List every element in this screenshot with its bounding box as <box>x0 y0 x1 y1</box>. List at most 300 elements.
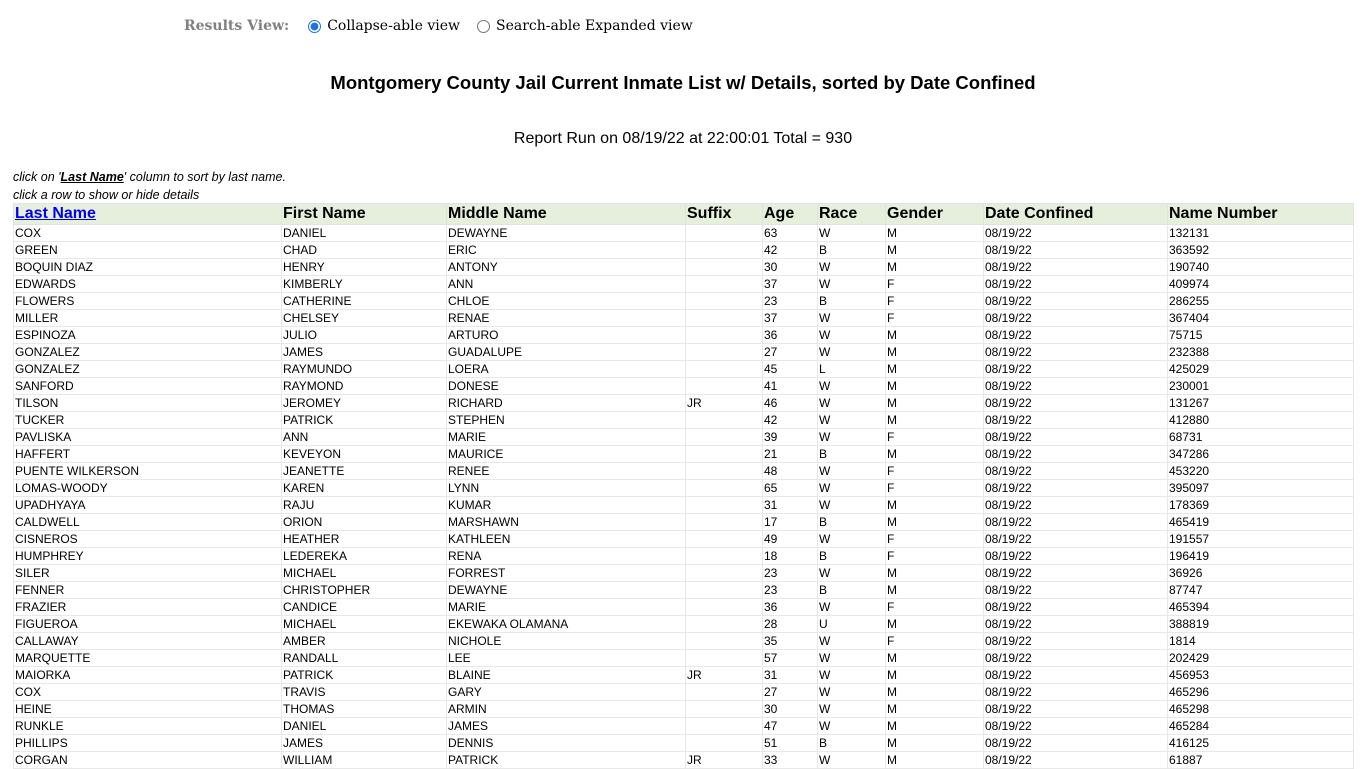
date-confined-cell: 08/19/22 <box>984 752 1168 769</box>
table-row[interactable] <box>14 446 1354 463</box>
race-cell: W <box>818 497 886 514</box>
middle-name-cell: KUMAR <box>447 497 686 514</box>
gender-cell: M <box>886 718 984 735</box>
age-cell: 63 <box>763 225 818 242</box>
gender-cell: M <box>886 684 984 701</box>
name-number-cell: 416125 <box>1168 735 1354 752</box>
age-cell: 45 <box>763 361 818 378</box>
last-name-cell: LOMAS-WOODY <box>14 480 282 497</box>
first-name-cell: KAREN <box>282 480 447 497</box>
gender-cell: M <box>886 242 984 259</box>
last-name-cell: FIGUEROA <box>14 616 282 633</box>
suffix-cell <box>686 718 763 735</box>
instructions <box>13 168 286 204</box>
table-row[interactable] <box>14 412 1354 429</box>
suffix-cell <box>686 514 763 531</box>
name-number-cell: 191557 <box>1168 531 1354 548</box>
last-name-cell: GREEN <box>14 242 282 259</box>
first-name-cell: RAJU <box>282 497 447 514</box>
date-confined-cell: 08/19/22 <box>984 497 1168 514</box>
first-name-cell: AMBER <box>282 633 447 650</box>
suffix-cell <box>686 225 763 242</box>
middle-name-cell: RENEE <box>447 463 686 480</box>
race-cell: B <box>818 242 886 259</box>
table-row[interactable] <box>14 480 1354 497</box>
age-cell: 23 <box>763 565 818 582</box>
gender-cell: M <box>886 565 984 582</box>
name-number-cell: 367404 <box>1168 310 1354 327</box>
middle-name-cell: ANTONY <box>447 259 686 276</box>
last-name-cell: MILLER <box>14 310 282 327</box>
date-confined-cell: 08/19/22 <box>984 276 1168 293</box>
date-confined-cell: 08/19/22 <box>984 565 1168 582</box>
gender-cell: F <box>886 599 984 616</box>
race-cell: W <box>818 667 886 684</box>
table-row[interactable] <box>14 752 1354 769</box>
race-cell: W <box>818 259 886 276</box>
last-name-cell: EDWARDS <box>14 276 282 293</box>
first-name-cell: MICHAEL <box>282 565 447 582</box>
suffix-cell <box>686 616 763 633</box>
name-number-cell: 75715 <box>1168 327 1354 344</box>
last-name-cell: PHILLIPS <box>14 735 282 752</box>
race-cell: W <box>818 701 886 718</box>
last-name-cell: COX <box>14 225 282 242</box>
date-confined-cell: 08/19/22 <box>984 259 1168 276</box>
gender-cell: F <box>886 310 984 327</box>
gender-cell: M <box>886 514 984 531</box>
first-name-cell: JEROMEY <box>282 395 447 412</box>
gender-cell: F <box>886 463 984 480</box>
table-row[interactable] <box>14 463 1354 480</box>
sort-instruction-column-name: Last Name <box>60 170 124 184</box>
name-number-cell: 232388 <box>1168 344 1354 361</box>
last-name-cell: CISNEROS <box>14 531 282 548</box>
table-row[interactable] <box>14 497 1354 514</box>
gender-cell: M <box>886 225 984 242</box>
race-cell: B <box>818 735 886 752</box>
last-name-cell: CORGAN <box>14 752 282 769</box>
race-cell: W <box>818 225 886 242</box>
first-name-cell: CATHERINE <box>282 293 447 310</box>
gender-cell: M <box>886 752 984 769</box>
race-cell: W <box>818 718 886 735</box>
sort-instruction-prefix: click on ' <box>13 170 61 184</box>
expanded-view-label: Search-able Expanded view <box>496 18 693 34</box>
first-name-cell: LEDEREKA <box>282 548 447 565</box>
last-name-cell: SILER <box>14 565 282 582</box>
race-cell: W <box>818 752 886 769</box>
name-number-cell: 132131 <box>1168 225 1354 242</box>
last-name-cell: CALLAWAY <box>14 633 282 650</box>
last-name-cell: HAFFERT <box>14 446 282 463</box>
age-cell: 36 <box>763 599 818 616</box>
inmate-table-body <box>14 225 1354 769</box>
race-cell: W <box>818 599 886 616</box>
gender-cell: M <box>886 259 984 276</box>
date-confined-cell: 08/19/22 <box>984 242 1168 259</box>
results-view-selector <box>184 16 707 36</box>
inmate-table <box>13 203 1354 769</box>
date-confined-cell: 08/19/22 <box>984 531 1168 548</box>
table-row[interactable] <box>14 242 1354 259</box>
first-name-cell: CHAD <box>282 242 447 259</box>
suffix-cell <box>686 429 763 446</box>
first-name-cell: CHRISTOPHER <box>282 582 447 599</box>
table-row[interactable] <box>14 667 1354 684</box>
table-row[interactable] <box>14 650 1354 667</box>
gender-cell: F <box>886 276 984 293</box>
last-name-cell: MAIORKA <box>14 667 282 684</box>
race-cell: B <box>818 293 886 310</box>
age-cell: 57 <box>763 650 818 667</box>
gender-cell: M <box>886 650 984 667</box>
race-cell: W <box>818 650 886 667</box>
age-cell: 46 <box>763 395 818 412</box>
race-cell: W <box>818 344 886 361</box>
suffix-cell <box>686 293 763 310</box>
suffix-cell <box>686 361 763 378</box>
collapsible-view-radio[interactable] <box>308 20 321 33</box>
middle-name-cell: LOERA <box>447 361 686 378</box>
last-name-cell: HEINE <box>14 701 282 718</box>
age-cell: 27 <box>763 344 818 361</box>
suffix-cell <box>686 276 763 293</box>
last-name-cell: PAVLISKA <box>14 429 282 446</box>
name-number-cell: 68731 <box>1168 429 1354 446</box>
age-cell: 42 <box>763 242 818 259</box>
name-number-cell: 1814 <box>1168 633 1354 650</box>
table-row[interactable] <box>14 344 1354 361</box>
race-cell: B <box>818 548 886 565</box>
date-confined-cell: 08/19/22 <box>984 429 1168 446</box>
middle-name-cell: LYNN <box>447 480 686 497</box>
middle-name-cell: NICHOLE <box>447 633 686 650</box>
middle-name-cell: BLAINE <box>447 667 686 684</box>
column-header-suffix: Suffix <box>686 204 763 225</box>
suffix-cell <box>686 701 763 718</box>
page-title: Montgomery County Jail Current Inmate List w/ Details, sorted by Date Confined <box>330 72 1036 93</box>
age-cell: 47 <box>763 718 818 735</box>
age-cell: 49 <box>763 531 818 548</box>
middle-name-cell: FORREST <box>447 565 686 582</box>
first-name-cell: ORION <box>282 514 447 531</box>
column-header-middle-name: Middle Name <box>447 204 686 225</box>
age-cell: 31 <box>763 497 818 514</box>
middle-name-cell: RENA <box>447 548 686 565</box>
age-cell: 51 <box>763 735 818 752</box>
gender-cell: M <box>886 701 984 718</box>
race-cell: W <box>818 463 886 480</box>
middle-name-cell: RICHARD <box>447 395 686 412</box>
first-name-cell: KIMBERLY <box>282 276 447 293</box>
name-number-cell: 425029 <box>1168 361 1354 378</box>
first-name-cell: RANDALL <box>282 650 447 667</box>
age-cell: 21 <box>763 446 818 463</box>
table-row[interactable] <box>14 531 1354 548</box>
age-cell: 37 <box>763 276 818 293</box>
table-header-row <box>14 204 1354 225</box>
name-number-cell: 36926 <box>1168 565 1354 582</box>
table-row[interactable] <box>14 565 1354 582</box>
first-name-cell: WILLIAM <box>282 752 447 769</box>
suffix-cell <box>686 497 763 514</box>
race-cell: W <box>818 412 886 429</box>
middle-name-cell: JAMES <box>447 718 686 735</box>
name-number-cell: 465419 <box>1168 514 1354 531</box>
results-view-label: Results View: <box>184 18 290 34</box>
first-name-cell: THOMAS <box>282 701 447 718</box>
name-number-cell: 178369 <box>1168 497 1354 514</box>
suffix-cell <box>686 684 763 701</box>
race-cell: W <box>818 531 886 548</box>
name-number-cell: 61887 <box>1168 752 1354 769</box>
last-name-cell: BOQUIN DIAZ <box>14 259 282 276</box>
last-name-cell: ESPINOZA <box>14 327 282 344</box>
name-number-cell: 131267 <box>1168 395 1354 412</box>
name-number-cell: 412880 <box>1168 412 1354 429</box>
middle-name-cell: LEE <box>447 650 686 667</box>
name-number-cell: 456953 <box>1168 667 1354 684</box>
race-cell: B <box>818 582 886 599</box>
race-cell: W <box>818 684 886 701</box>
first-name-cell: HEATHER <box>282 531 447 548</box>
first-name-cell: RAYMOND <box>282 378 447 395</box>
race-cell: W <box>818 395 886 412</box>
gender-cell: M <box>886 582 984 599</box>
table-row[interactable] <box>14 429 1354 446</box>
name-number-cell: 409974 <box>1168 276 1354 293</box>
race-cell: W <box>818 276 886 293</box>
race-cell: W <box>818 327 886 344</box>
race-cell: W <box>818 633 886 650</box>
table-row[interactable] <box>14 701 1354 718</box>
age-cell: 31 <box>763 667 818 684</box>
gender-cell: M <box>886 497 984 514</box>
suffix-cell <box>686 327 763 344</box>
table-row[interactable] <box>14 327 1354 344</box>
column-header-age: Age <box>763 204 818 225</box>
suffix-cell <box>686 650 763 667</box>
date-confined-cell: 08/19/22 <box>984 344 1168 361</box>
middle-name-cell: CHLOE <box>447 293 686 310</box>
gender-cell: F <box>886 531 984 548</box>
race-cell: W <box>818 480 886 497</box>
age-cell: 23 <box>763 293 818 310</box>
date-confined-cell: 08/19/22 <box>984 633 1168 650</box>
sort-instruction <box>13 168 286 186</box>
date-confined-cell: 08/19/22 <box>984 327 1168 344</box>
middle-name-cell: MARSHAWN <box>447 514 686 531</box>
suffix-cell <box>686 378 763 395</box>
name-number-cell: 363592 <box>1168 242 1354 259</box>
age-cell: 17 <box>763 514 818 531</box>
age-cell: 41 <box>763 378 818 395</box>
column-header-name-number: Name Number <box>1168 204 1354 225</box>
age-cell: 65 <box>763 480 818 497</box>
date-confined-cell: 08/19/22 <box>984 548 1168 565</box>
table-row[interactable] <box>14 582 1354 599</box>
gender-cell: F <box>886 548 984 565</box>
age-cell: 30 <box>763 259 818 276</box>
date-confined-cell: 08/19/22 <box>984 361 1168 378</box>
table-row[interactable] <box>14 361 1354 378</box>
first-name-cell: DANIEL <box>282 225 447 242</box>
name-number-cell: 465298 <box>1168 701 1354 718</box>
name-number-cell: 453220 <box>1168 463 1354 480</box>
race-cell: L <box>818 361 886 378</box>
suffix-cell <box>686 463 763 480</box>
middle-name-cell: EKEWAKA OLAMANA <box>447 616 686 633</box>
race-cell: W <box>818 378 886 395</box>
last-name-cell: HUMPHREY <box>14 548 282 565</box>
middle-name-cell: GUADALUPE <box>447 344 686 361</box>
name-number-cell: 230001 <box>1168 378 1354 395</box>
suffix-cell <box>686 565 763 582</box>
name-number-cell: 190740 <box>1168 259 1354 276</box>
table-row[interactable] <box>14 735 1354 752</box>
table-row[interactable] <box>14 718 1354 735</box>
middle-name-cell: PATRICK <box>447 752 686 769</box>
age-cell: 28 <box>763 616 818 633</box>
last-name-cell: COX <box>14 684 282 701</box>
gender-cell: F <box>886 293 984 310</box>
last-name-cell: SANFORD <box>14 378 282 395</box>
first-name-cell: MICHAEL <box>282 616 447 633</box>
suffix-cell <box>686 344 763 361</box>
table-row[interactable] <box>14 684 1354 701</box>
first-name-cell: KEVEYON <box>282 446 447 463</box>
sort-by-last-name-link[interactable]: Last Name <box>15 205 96 222</box>
age-cell: 48 <box>763 463 818 480</box>
date-confined-cell: 08/19/22 <box>984 701 1168 718</box>
middle-name-cell: DENNIS <box>447 735 686 752</box>
gender-cell: M <box>886 616 984 633</box>
middle-name-cell: DONESE <box>447 378 686 395</box>
gender-cell: M <box>886 361 984 378</box>
date-confined-cell: 08/19/22 <box>984 310 1168 327</box>
middle-name-cell: ANN <box>447 276 686 293</box>
first-name-cell: RAYMUNDO <box>282 361 447 378</box>
last-name-cell: MARQUETTE <box>14 650 282 667</box>
date-confined-cell: 08/19/22 <box>984 378 1168 395</box>
date-confined-cell: 08/19/22 <box>984 514 1168 531</box>
gender-cell: M <box>886 327 984 344</box>
date-confined-cell: 08/19/22 <box>984 293 1168 310</box>
date-confined-cell: 08/19/22 <box>984 395 1168 412</box>
date-confined-cell: 08/19/22 <box>984 446 1168 463</box>
name-number-cell: 347286 <box>1168 446 1354 463</box>
first-name-cell: CHELSEY <box>282 310 447 327</box>
last-name-cell: RUNKLE <box>14 718 282 735</box>
table-row[interactable] <box>14 548 1354 565</box>
table-row[interactable] <box>14 276 1354 293</box>
table-row[interactable] <box>14 225 1354 242</box>
last-name-cell: GONZALEZ <box>14 344 282 361</box>
expanded-view-radio[interactable] <box>477 20 490 33</box>
last-name-cell: GONZALEZ <box>14 361 282 378</box>
date-confined-cell: 08/19/22 <box>984 667 1168 684</box>
suffix-cell <box>686 310 763 327</box>
date-confined-cell: 08/19/22 <box>984 684 1168 701</box>
suffix-cell <box>686 531 763 548</box>
column-header-first-name: First Name <box>282 204 447 225</box>
last-name-cell: FRAZIER <box>14 599 282 616</box>
table-row[interactable] <box>14 259 1354 276</box>
column-header-race: Race <box>818 204 886 225</box>
age-cell: 33 <box>763 752 818 769</box>
column-header-last-name[interactable] <box>14 204 282 225</box>
last-name-cell: TILSON <box>14 395 282 412</box>
name-number-cell: 202429 <box>1168 650 1354 667</box>
gender-cell: M <box>886 395 984 412</box>
suffix-cell: JR <box>686 667 763 684</box>
table-row[interactable] <box>14 616 1354 633</box>
sort-instruction-suffix: ' column to sort by last name. <box>123 170 286 184</box>
date-confined-cell: 08/19/22 <box>984 480 1168 497</box>
table-row[interactable] <box>14 395 1354 412</box>
date-confined-cell: 08/19/22 <box>984 616 1168 633</box>
middle-name-cell: MAURICE <box>447 446 686 463</box>
race-cell: B <box>818 446 886 463</box>
last-name-cell: CALDWELL <box>14 514 282 531</box>
gender-cell: F <box>886 633 984 650</box>
collapsible-view-label: Collapse-able view <box>327 18 460 34</box>
table-row[interactable] <box>14 599 1354 616</box>
last-name-cell: UPADHYAYA <box>14 497 282 514</box>
table-row[interactable] <box>14 310 1354 327</box>
race-cell: W <box>818 429 886 446</box>
date-confined-cell: 08/19/22 <box>984 463 1168 480</box>
table-row[interactable] <box>14 293 1354 310</box>
race-cell: W <box>818 310 886 327</box>
age-cell: 30 <box>763 701 818 718</box>
name-number-cell: 87747 <box>1168 582 1354 599</box>
first-name-cell: DANIEL <box>282 718 447 735</box>
table-row[interactable] <box>14 514 1354 531</box>
middle-name-cell: GARY <box>447 684 686 701</box>
middle-name-cell: DEWAYNE <box>447 225 686 242</box>
first-name-cell: JAMES <box>282 735 447 752</box>
collapsible-view-option[interactable] <box>305 18 460 34</box>
expanded-view-option[interactable] <box>474 18 693 34</box>
first-name-cell: JEANETTE <box>282 463 447 480</box>
date-confined-cell: 08/19/22 <box>984 412 1168 429</box>
age-cell: 27 <box>763 684 818 701</box>
gender-cell: M <box>886 378 984 395</box>
gender-cell: M <box>886 735 984 752</box>
middle-name-cell: ARTURO <box>447 327 686 344</box>
name-number-cell: 196419 <box>1168 548 1354 565</box>
date-confined-cell: 08/19/22 <box>984 735 1168 752</box>
middle-name-cell: KATHLEEN <box>447 531 686 548</box>
table-row[interactable] <box>14 633 1354 650</box>
date-confined-cell: 08/19/22 <box>984 599 1168 616</box>
row-toggle-instruction: click a row to show or hide details <box>13 188 200 202</box>
suffix-cell <box>686 735 763 752</box>
gender-cell: M <box>886 446 984 463</box>
suffix-cell <box>686 446 763 463</box>
table-row[interactable] <box>14 378 1354 395</box>
gender-cell: M <box>886 667 984 684</box>
name-number-cell: 286255 <box>1168 293 1354 310</box>
race-cell: B <box>818 514 886 531</box>
age-cell: 36 <box>763 327 818 344</box>
middle-name-cell: ERIC <box>447 242 686 259</box>
first-name-cell: PATRICK <box>282 667 447 684</box>
gender-cell: M <box>886 344 984 361</box>
middle-name-cell: ARMIN <box>447 701 686 718</box>
